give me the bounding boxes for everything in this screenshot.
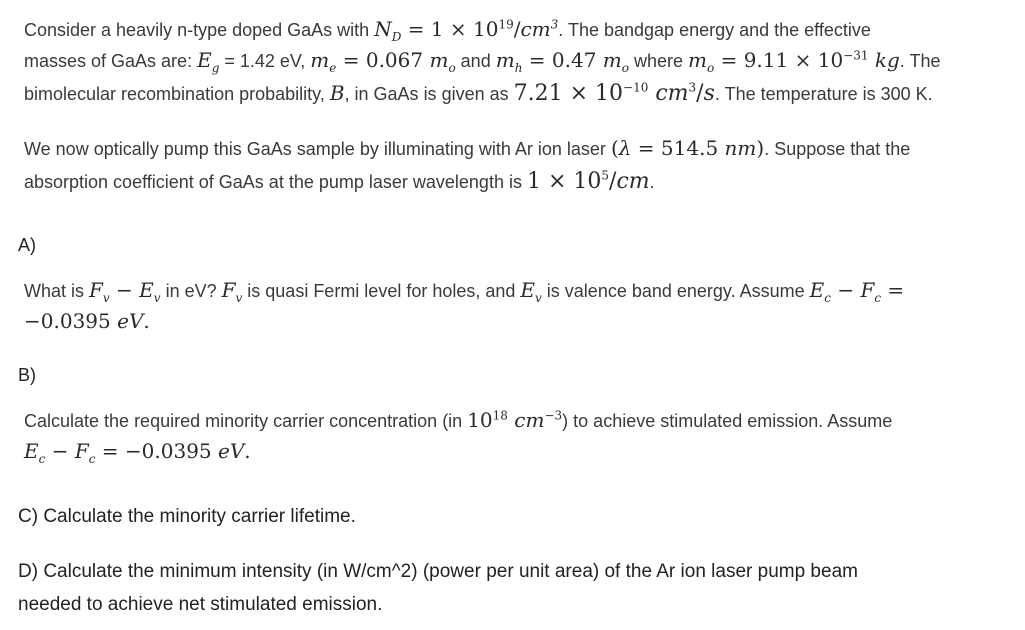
recombination-value: $7.21 \times 10^{-10}$ $cm^3/s$ (513, 80, 715, 106)
ec-fc-equation: $E_c - F_c = -0.0395$ eV. (24, 439, 251, 466)
energy-value: −0.0395 eV. (24, 309, 150, 333)
ec-minus-fc: $E_c - F_c$ = (809, 278, 905, 305)
recombination-symbol: B (329, 81, 345, 105)
intro-line-3: bimolecular recombination probability, B, in GaAs is given as $7.21 \times 10^{-10}$ $cm^3/s$. The temperature is 300 K. (24, 80, 933, 106)
part-b-question-line-1: Calculate the required minority carrier concentration (in $10^{18}$ $cm^{-3}$) to achieve stimulated emission. Assume (24, 408, 893, 432)
concentration-unit: $10^{18}$ $cm^{-3}$ (467, 408, 563, 432)
bandgap-value: = 1.42 eV, (219, 51, 311, 71)
fv-minus-ev: $F_v - E_v$ (89, 278, 161, 305)
fv-symbol: $F_v$ (221, 278, 243, 305)
part-a-question-line-2 (24, 305, 150, 339)
part-a-question-line-1: What is $F_v - E_v$ in eV? $F_v$ is quasi Fermi level for holes, and $E_v$ is valence band energy. Assume $E_c - F_c$ = (24, 278, 905, 305)
intro-text: . The bandgap energy and the effective (558, 20, 871, 40)
part-b-question-line-2 (24, 435, 251, 469)
part-c-question: C) Calculate the minority carrier lifetime. (18, 506, 356, 527)
doping-equation: $N_D = 1 \times 10^{19}/cm^3$ (374, 17, 559, 44)
pump-line-2: absorption coefficient of GaAs at the pump laser wavelength is $1 \times 10^5/cm$. (24, 168, 655, 194)
bandgap-symbol: $E_g$ (197, 48, 220, 75)
intro-text: masses of GaAs are: (24, 51, 198, 71)
rest-mass: $m_o = 9.11 \times 10^{-31}$ kg (688, 48, 900, 75)
part-d-question-line-2: needed to achieve net stimulated emission. (18, 594, 383, 615)
part-d-question-line-1: D) Calculate the minimum intensity (in W/cm^2) (power per unit area) of the Ar ion laser pump beam (18, 561, 858, 582)
intro-text: Consider a heavily n-type doped GaAs with (24, 20, 375, 40)
part-a-label: A) (18, 235, 36, 255)
part-b-label: B) (18, 365, 36, 385)
wavelength-equation: (λ = 514.5 nm) (610, 136, 765, 160)
ev-symbol: $E_v$ (520, 278, 542, 305)
hole-mass: $m_h = 0.47$ $m_o$ (495, 48, 629, 75)
electron-mass: $m_e = 0.067$ $m_o$ (310, 48, 456, 75)
absorption-value: $1 \times 10^5/cm$ (526, 168, 650, 194)
intro-line-2: masses of GaAs are: $E_g = 1.42$ eV, $m_e = 0.067$ $m_o$ and $m_h = 0.47$ $m_o$ where $m_o = 9.11 \times 10^{-31}$ kg. The (24, 48, 941, 75)
pump-line-1: We now optically pump this GaAs sample by illuminating with Ar ion laser (λ = 514.5 nm). Suppose that the (24, 136, 911, 160)
intro-line-1 (24, 13, 871, 47)
